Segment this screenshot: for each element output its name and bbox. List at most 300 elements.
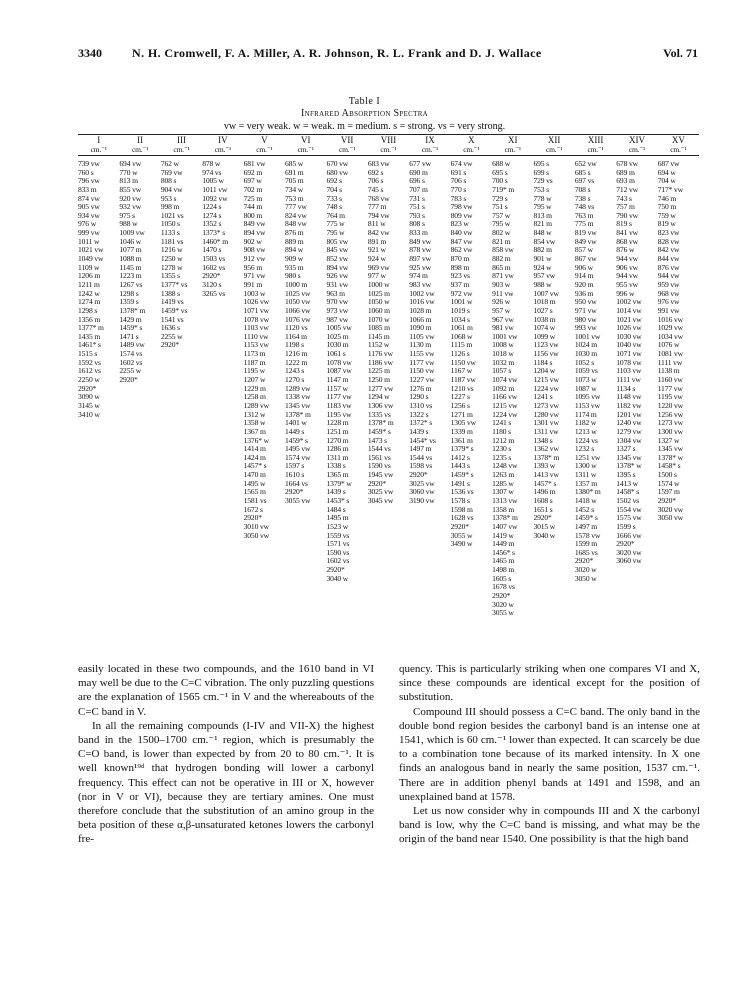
spectrum-column bbox=[119, 160, 160, 618]
band-entry: 1087 vw bbox=[326, 366, 352, 376]
band-entry: 1177 vw bbox=[409, 357, 435, 367]
band-entry: 1081 vw bbox=[657, 349, 684, 359]
band-entry: 1111 vw bbox=[657, 357, 683, 367]
band-entry: 1227 vw bbox=[409, 375, 435, 385]
band-entry: 3050 w bbox=[574, 573, 597, 583]
column-unit: cm.⁻¹ bbox=[670, 145, 687, 154]
band-entry: 870 m bbox=[450, 254, 470, 264]
band-entry: 3050 vw bbox=[243, 530, 269, 540]
band-entry: 1109 w bbox=[78, 262, 100, 272]
band-entry: 1187 m bbox=[243, 357, 266, 367]
band-entry: 908 vw bbox=[243, 245, 266, 255]
band-entry: 1076 w bbox=[657, 340, 680, 350]
band-entry: 681 vw bbox=[243, 160, 266, 168]
band-entry: 2920* bbox=[574, 556, 594, 566]
band-entry: 891 m bbox=[367, 236, 387, 246]
column-header bbox=[326, 135, 367, 155]
band-entry: 1439 s bbox=[409, 426, 429, 436]
band-entry: 1322 s bbox=[409, 409, 429, 419]
band-entry: 731 s bbox=[409, 193, 425, 203]
band-entry: 1401 w bbox=[285, 418, 307, 428]
column-label: IV bbox=[218, 135, 228, 145]
spectrum-column bbox=[575, 160, 616, 618]
band-entry: 1345 vw bbox=[657, 444, 684, 454]
band-entry: 1666 vw bbox=[616, 530, 642, 540]
band-entry: 1242 w bbox=[78, 288, 100, 298]
band-entry: 1273 vw bbox=[657, 418, 684, 428]
band-entry: 1459* s bbox=[450, 470, 474, 480]
band-entry: 876 w bbox=[616, 245, 635, 255]
band-entry: 1174 m bbox=[574, 409, 597, 419]
column-unit: cm.⁻¹ bbox=[90, 145, 107, 154]
band-entry: 959 vw bbox=[657, 279, 680, 289]
band-entry: 981 vw bbox=[492, 323, 514, 333]
band-entry: 1581 vs bbox=[243, 495, 267, 505]
band-entry: 763 m bbox=[574, 210, 594, 220]
paragraph: quency. This is particularly striking when one compares VI and X, since these compounds are identical except for the position of substitution. bbox=[399, 663, 700, 704]
band-entry: 798 vw bbox=[450, 202, 473, 212]
band-entry: 976 vw bbox=[657, 297, 680, 307]
band-entry: 690 m bbox=[409, 167, 428, 177]
band-entry: 848 vw bbox=[285, 219, 307, 229]
band-entry: 1484 s bbox=[326, 504, 346, 514]
spectrum-column bbox=[202, 160, 243, 618]
band-entry: 700 s bbox=[492, 176, 508, 186]
column-header bbox=[451, 135, 492, 155]
band-entry: 750 m bbox=[657, 202, 677, 212]
band-entry: 1025 vw bbox=[285, 288, 311, 298]
band-entry: 980 vw bbox=[574, 314, 597, 324]
band-entry: 971 vw bbox=[574, 305, 597, 315]
band-entry: 1111 vw bbox=[616, 375, 641, 385]
band-entry: 769 vw bbox=[160, 167, 183, 177]
band-entry: 748 vs bbox=[574, 202, 595, 212]
band-entry: 842 vw bbox=[367, 228, 390, 238]
band-entry: 975 s bbox=[119, 210, 135, 220]
band-entry: 1002 vw bbox=[616, 297, 642, 307]
band-entry: 1612 vs bbox=[78, 366, 101, 376]
band-entry: 931 vw bbox=[326, 279, 349, 289]
column-header bbox=[616, 135, 657, 155]
band-entry: 1515 s bbox=[78, 349, 98, 359]
band-entry: 849 vw bbox=[243, 219, 266, 229]
band-entry: 1103 vw bbox=[616, 366, 642, 376]
band-entry: 1452 s bbox=[574, 504, 595, 514]
band-entry: 1301 vw bbox=[533, 418, 559, 428]
column-header bbox=[285, 135, 326, 155]
band-entry: 692 s bbox=[326, 176, 342, 186]
band-entry: 2920* bbox=[243, 513, 262, 523]
band-entry: 844 vw bbox=[657, 254, 680, 264]
band-entry: 743 s bbox=[616, 193, 632, 203]
band-entry: 1026 vw bbox=[243, 297, 269, 307]
band-entry: 1359 s bbox=[119, 297, 139, 307]
band-entry: 1270 s bbox=[285, 375, 305, 385]
band-entry: 1145 m bbox=[119, 262, 142, 272]
band-entry: 1306 vw bbox=[367, 400, 394, 410]
band-entry: 1021 vs bbox=[160, 210, 184, 220]
band-entry: 795 w bbox=[533, 202, 552, 212]
band-entry: 1414 m bbox=[243, 444, 266, 454]
band-entry: 739 vw bbox=[78, 160, 100, 168]
band-entry: 833 m bbox=[78, 184, 97, 194]
band-entry: 1092 m bbox=[492, 383, 515, 393]
band-entry: 3055 w bbox=[492, 608, 514, 618]
band-entry: 1074 w bbox=[533, 323, 556, 333]
band-entry: 1034 s bbox=[450, 314, 470, 324]
band-entry: 702 m bbox=[243, 184, 263, 194]
spectrum-column bbox=[451, 160, 492, 618]
band-entry: 969 vw bbox=[367, 262, 390, 272]
band-entry: 904 vw bbox=[160, 184, 183, 194]
spectrum-column bbox=[78, 160, 119, 618]
band-entry: 1470 m bbox=[243, 470, 266, 480]
band-entry: 833 m bbox=[409, 228, 428, 238]
band-entry: 1459* s bbox=[367, 426, 391, 436]
band-entry: 1305 vw bbox=[450, 418, 476, 428]
table-legend: vw = very weak. w = weak. m = medium. s = strong. vs = very strong. bbox=[223, 121, 506, 132]
band-entry: 764 m bbox=[326, 210, 345, 220]
band-entry: 1289 vw bbox=[285, 383, 311, 393]
band-entry: 680 vw bbox=[326, 167, 349, 177]
band-entry: 955 vw bbox=[616, 279, 638, 289]
band-entry: 685 s bbox=[574, 167, 591, 177]
band-entry: 993 vw bbox=[574, 323, 597, 333]
band-entry: 1598 m bbox=[450, 504, 473, 514]
column-unit: cm.⁻¹ bbox=[297, 145, 314, 154]
band-entry: 972 vw bbox=[450, 288, 473, 298]
band-entry: 871 vw bbox=[492, 271, 514, 281]
band-entry: 794 vw bbox=[367, 210, 390, 220]
column-label: X bbox=[468, 135, 475, 145]
band-entry: 1016 vw bbox=[657, 314, 684, 324]
band-entry: 821 m bbox=[492, 236, 511, 246]
band-entry: 1166 vw bbox=[492, 392, 518, 402]
band-entry: 808 s bbox=[409, 219, 425, 229]
band-entry: 692 m bbox=[243, 167, 263, 177]
band-entry: 874 vw bbox=[78, 193, 100, 203]
band-entry: 1251 vw bbox=[574, 452, 601, 462]
band-entry: 934 vw bbox=[78, 210, 100, 220]
band-entry: 1216 w bbox=[160, 245, 183, 255]
column-unit: cm.⁻¹ bbox=[256, 145, 273, 154]
band-entry: 1038 m bbox=[533, 314, 556, 324]
band-entry: 1503 vs bbox=[202, 254, 226, 264]
band-entry: 1279 vw bbox=[616, 426, 642, 436]
band-entry: 1049 vw bbox=[78, 254, 104, 264]
band-entry: 821 m bbox=[533, 219, 552, 229]
band-entry: 878 vw bbox=[409, 245, 431, 255]
band-entry: 977 w bbox=[367, 271, 386, 281]
band-entry: 858 vw bbox=[492, 245, 514, 255]
band-entry: 1339 m bbox=[450, 426, 473, 436]
band-entry: 1274 m bbox=[78, 297, 101, 307]
band-entry: 693 m bbox=[616, 176, 635, 186]
band-entry: 1307 w bbox=[492, 487, 514, 497]
band-entry: 1187 vw bbox=[450, 375, 476, 385]
band-entry: 1356 m bbox=[78, 314, 101, 324]
band-entry: 1544 vs bbox=[409, 452, 433, 462]
band-entry: 876 vw bbox=[657, 262, 680, 272]
band-entry: 1155 vw bbox=[409, 349, 435, 359]
band-entry: 2920* bbox=[533, 513, 552, 523]
band-entry: 729 vs bbox=[533, 176, 553, 186]
band-entry: 991 vw bbox=[657, 305, 680, 315]
band-entry: 944 vw bbox=[616, 271, 638, 281]
band-entry: 793 s bbox=[409, 210, 425, 220]
band-entry: 1213 w bbox=[574, 426, 597, 436]
band-entry: 1103 vw bbox=[243, 323, 269, 333]
band-entry: 1195 w bbox=[243, 366, 266, 376]
spectrum-column bbox=[533, 160, 574, 618]
band-entry: 3040 w bbox=[533, 530, 556, 540]
band-entry: 652 vw bbox=[574, 160, 597, 168]
body-text-right-column bbox=[399, 662, 700, 847]
band-entry: 1559 vs bbox=[326, 530, 350, 540]
column-header bbox=[119, 135, 160, 155]
band-entry: 1419 w bbox=[492, 530, 514, 540]
spectrum-column bbox=[368, 160, 409, 618]
band-entry: 1497 m bbox=[574, 521, 597, 531]
table-number: Table I bbox=[348, 96, 381, 107]
band-entry: 1502 vs bbox=[616, 495, 640, 505]
band-entry: 1025 m bbox=[367, 288, 390, 298]
band-entry: 2255 w bbox=[160, 331, 183, 341]
band-entry: 1001 vw bbox=[574, 331, 601, 341]
band-entry: 867 vw bbox=[574, 254, 597, 264]
band-entry: 1057 s bbox=[492, 366, 512, 376]
band-entry: 1025 m bbox=[326, 331, 349, 341]
band-entry: 1561 vs bbox=[367, 452, 391, 462]
band-entry: 2920* bbox=[285, 487, 304, 497]
band-entry: 1014 vw bbox=[616, 305, 642, 315]
band-entry: 734 w bbox=[285, 184, 304, 194]
band-entry: 1224 vs bbox=[574, 435, 598, 445]
band-entry: 1005 w bbox=[202, 176, 224, 186]
band-entry: 1458* s bbox=[616, 487, 640, 497]
band-entry: 898 m bbox=[450, 262, 470, 272]
band-entry: 1232 s bbox=[574, 444, 595, 454]
column-unit: cm.⁻¹ bbox=[131, 145, 149, 154]
band-entry: 1590 vs bbox=[367, 461, 391, 471]
band-entry: 823 vw bbox=[657, 228, 680, 238]
band-entry: 719* m bbox=[492, 184, 515, 194]
column-header bbox=[161, 135, 202, 155]
band-entry: 1248 vw bbox=[492, 461, 518, 471]
band-entry: 1365 m bbox=[326, 470, 349, 480]
band-entry: 697 w bbox=[243, 176, 262, 186]
band-entry: 1459* vs bbox=[160, 305, 188, 315]
band-entry: 757 w bbox=[492, 210, 511, 220]
band-entry: 1628 vs bbox=[450, 513, 474, 523]
band-entry: 1378* m bbox=[492, 513, 518, 523]
band-entry: 956 m bbox=[243, 262, 263, 272]
band-entry: 1250 w bbox=[160, 254, 183, 264]
band-entry: 1229 m bbox=[243, 383, 266, 393]
band-entry: 1052 s bbox=[574, 357, 595, 367]
band-entry: 996 w bbox=[616, 288, 635, 298]
band-entry: 745 s bbox=[367, 184, 384, 194]
band-entry: 1310 vs bbox=[409, 400, 433, 410]
band-entry: 1300 w bbox=[574, 461, 597, 471]
band-entry: 1461* s bbox=[78, 340, 101, 350]
column-label: III bbox=[177, 135, 187, 145]
band-entry: 1523 w bbox=[326, 521, 349, 531]
band-entry: 1345 vw bbox=[616, 452, 642, 462]
band-entry: 878 w bbox=[202, 160, 221, 168]
band-entry: 678 vw bbox=[616, 160, 638, 168]
band-entry: 1276 m bbox=[409, 383, 432, 393]
band-entry: 1495 w bbox=[243, 478, 266, 488]
band-entry: 1068 w bbox=[450, 331, 473, 341]
band-entry: 3055 vw bbox=[285, 495, 311, 505]
band-entry: 1201 vw bbox=[616, 409, 642, 419]
band-entry: 828 vw bbox=[657, 236, 680, 246]
authors: N. H. Cromwell, F. A. Miller, A. R. Johnson, R. L. Frank and D. J. Wallace bbox=[132, 46, 542, 60]
band-entry: 1497 m bbox=[409, 444, 432, 454]
spectrum-column bbox=[285, 160, 326, 618]
band-entry: 744 m bbox=[243, 202, 263, 212]
band-entry: 1271 m bbox=[450, 409, 473, 419]
band-entry: 1050 vw bbox=[285, 297, 311, 307]
band-entry: 1021 vw bbox=[78, 245, 104, 255]
band-entry: 1495 vw bbox=[285, 444, 311, 454]
column-label: VIII bbox=[380, 135, 397, 145]
band-entry: 748 s bbox=[326, 202, 342, 212]
band-entry: 1183 vw bbox=[326, 400, 352, 410]
band-entry: 802 w bbox=[492, 228, 511, 238]
band-entry: 912 vw bbox=[243, 254, 266, 264]
band-entry: 852 vw bbox=[326, 254, 349, 264]
band-entry: 1078 vw bbox=[616, 357, 642, 367]
band-entry: 1610 s bbox=[285, 470, 305, 480]
band-entry: 1258 m bbox=[243, 392, 266, 402]
band-entry: 3120 s bbox=[202, 279, 222, 289]
band-entry: 1029 vw bbox=[657, 323, 684, 333]
band-entry: 1599 m bbox=[574, 539, 597, 549]
band-entry: 1575 vw bbox=[616, 513, 642, 523]
band-entry: 708 s bbox=[574, 184, 591, 194]
band-entry: 1289 vw bbox=[243, 400, 269, 410]
band-entry: 760 s bbox=[78, 167, 94, 177]
band-entry: 3015 w bbox=[533, 521, 556, 531]
band-entry: 924 w bbox=[533, 262, 552, 272]
band-entry: 819 w bbox=[657, 219, 676, 229]
band-entry: 1373* s bbox=[202, 228, 226, 238]
band-entry: 808 s bbox=[160, 176, 177, 186]
column-unit: cm.⁻¹ bbox=[214, 145, 232, 154]
column-label: XI bbox=[508, 135, 518, 145]
band-entry: 796 vw bbox=[78, 176, 100, 186]
band-entry: 1126 s bbox=[450, 349, 470, 359]
band-entry: 1459* s bbox=[119, 323, 143, 333]
band-entry: 1110 vw bbox=[243, 331, 269, 341]
band-entry: 906 vw bbox=[616, 262, 638, 272]
band-entry: 1489 vw bbox=[119, 340, 145, 350]
band-entry: 1211 m bbox=[78, 279, 100, 289]
band-entry: 1000 m bbox=[285, 279, 308, 289]
band-entry: 1061 s bbox=[326, 349, 346, 359]
band-entry: 1251 m bbox=[326, 426, 349, 436]
band-entry: 974 vs bbox=[202, 167, 222, 177]
band-entry: 849 vw bbox=[409, 236, 431, 246]
band-entry: 1598 vs bbox=[409, 461, 433, 471]
band-entry: 1429 m bbox=[119, 314, 142, 324]
band-entry: 2920* bbox=[78, 383, 97, 393]
band-entry: 3060 vw bbox=[616, 556, 642, 566]
band-entry: 1016 vw bbox=[409, 297, 435, 307]
band-entry: 677 vw bbox=[409, 160, 431, 168]
band-entry: 1011 vw bbox=[202, 184, 228, 194]
band-entry: 3020 vw bbox=[657, 504, 684, 514]
band-entry: 2250 w bbox=[78, 375, 100, 385]
column-label: V bbox=[261, 135, 268, 145]
band-entry: 1240 vw bbox=[616, 418, 642, 428]
band-entry: 3025 vw bbox=[409, 478, 435, 488]
band-entry: 1418 w bbox=[574, 495, 597, 505]
band-entry: 1443 s bbox=[450, 461, 470, 471]
band-entry: 1453* s bbox=[326, 495, 350, 505]
band-entry: 696 s bbox=[409, 176, 425, 186]
column-unit: cm.⁻¹ bbox=[339, 145, 356, 154]
band-entry: 729 s bbox=[492, 193, 508, 203]
band-entry: 683 vw bbox=[367, 160, 390, 168]
running-header bbox=[78, 46, 698, 62]
band-entry: 1597 s bbox=[285, 461, 305, 471]
band-entry: 3265 vs bbox=[202, 288, 226, 298]
band-entry: 2920* bbox=[160, 340, 180, 350]
column-header bbox=[202, 135, 243, 155]
band-entry: 1361 m bbox=[450, 435, 473, 445]
band-entry: 694 vw bbox=[119, 160, 142, 168]
band-entry: 1571 vs bbox=[326, 539, 350, 549]
band-entry: 935 m bbox=[285, 262, 304, 272]
band-entry: 920 m bbox=[574, 279, 594, 289]
band-entry: 1348 s bbox=[533, 435, 553, 445]
band-entry: 1120 vs bbox=[285, 323, 308, 333]
band-entry: 1496 m bbox=[533, 487, 556, 497]
band-entry: 1304 vw bbox=[616, 435, 642, 445]
column-header bbox=[575, 135, 616, 155]
band-entry: 937 m bbox=[450, 279, 470, 289]
volume: Vol. 71 bbox=[663, 46, 698, 60]
band-entry: 775 m bbox=[574, 219, 594, 229]
band-entry: 1241 s bbox=[533, 392, 553, 402]
band-entry: 894 vw bbox=[326, 262, 349, 272]
band-entry: 705 m bbox=[285, 176, 304, 186]
band-entry: 1235 s bbox=[492, 452, 512, 462]
band-entry: 988 w bbox=[119, 219, 138, 229]
band-entry: 1435 m bbox=[78, 331, 101, 341]
band-entry: 1602 vs bbox=[326, 556, 350, 566]
band-entry: 1267 vs bbox=[119, 279, 143, 289]
band-entry: 777 vw bbox=[285, 202, 307, 212]
band-entry: 1050 w bbox=[367, 297, 390, 307]
band-entry: 1456* s bbox=[492, 547, 515, 557]
band-entry: 909 w bbox=[285, 254, 304, 264]
band-entry: 704 s bbox=[326, 184, 342, 194]
column-headers bbox=[78, 135, 699, 155]
band-entry: 894 vw bbox=[243, 228, 266, 238]
band-entry: 988 w bbox=[533, 279, 552, 289]
band-entry: 1243 s bbox=[285, 366, 305, 376]
band-entry: 699 s bbox=[533, 167, 549, 177]
band-entry: 1177 vw bbox=[657, 383, 683, 393]
band-entry: 1574 vw bbox=[285, 452, 311, 462]
band-entry: 746 m bbox=[657, 193, 677, 203]
band-entry: 1074 vw bbox=[492, 375, 518, 385]
column-label: XV bbox=[671, 135, 685, 145]
